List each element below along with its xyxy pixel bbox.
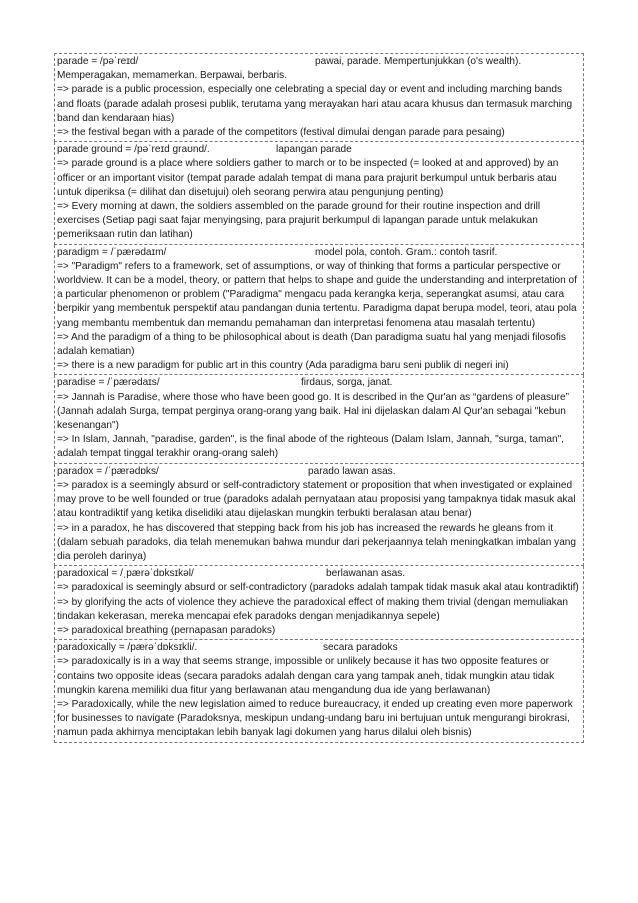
entry-headline (57, 376, 581, 390)
entry-gloss: firdaus, sorga, janat. (301, 377, 393, 389)
entry-headline (57, 143, 581, 157)
entry-paradox (54, 464, 584, 566)
entry-gloss: secara paradoks (323, 642, 398, 654)
dictionary-entries (54, 53, 584, 743)
entry-term: paradoxically = /pærəˈdɒksɪkli/. (57, 642, 198, 654)
entry-headline (57, 641, 581, 655)
entry-term: paradise = /ˈpærədaɪs/ (57, 377, 160, 389)
entry-line: => And the paradigm of a thing to be philosophical about is death (Dan paradigma suatu hal yang menjadi filosofis adalah kematian) (57, 331, 566, 358)
entry-line: => paradoxical is seemingly absurd or self-contradictory (paradoks adalah tampak tidak masuk akal atau kontradiktif) (57, 582, 579, 594)
entry-term: parade = /pəˈreɪd/ (57, 56, 139, 67)
entry-line: => paradoxical breathing (pernapasan paradoks) (57, 624, 276, 636)
entry-term: paradigm = /ˈpærədaɪm/ (57, 246, 167, 258)
entry-paradoxical (54, 566, 584, 640)
entry-paradise (54, 375, 584, 463)
entry-line: => In Islam, Jannah, "paradise, garden", is the final abode of the righteous (Dalam Islam, Jannah, "surga, taman", adalah tempat tinggal terakhir orang-orang saleh) (57, 434, 564, 460)
entry-line: => parade ground is a place where soldiers gather to march or to be inspected (= looked at and approved) by an officer or an important visitor (tempat parade adalah tempat di mana para prajurit berkumpul untuk berbaris atau untuk diperiksa (= dilihat dan disetujui) oleh seorang perwira atau pengunjung penting) (57, 158, 559, 198)
entry-line: => Every morning at dawn, the soldiers assembled on the parade ground for their routine inspection and drill exercises (Setiap pagi saat fajar menyingsing, para prajurit berkumpul di lapangan parade untuk melakukan pemeriksaan rutin dan latihan) (57, 201, 541, 241)
entry-line: => by glorifying the acts of violence they achieve the paradoxical effect of making them trivial (dengan memuliakan tindakan kekerasan, mereka mencapai efek paradoks dengan menjadikannya sepele) (57, 596, 568, 622)
entry-headline (57, 567, 581, 581)
entry-parade (54, 53, 584, 142)
entry-term: paradoxical = /ˌpærəˈdɒksɪkəl/ (57, 568, 194, 580)
entry-headline (57, 465, 581, 479)
entry-term: parade ground = /pəˈreɪd graʊnd/. (57, 144, 210, 156)
entry-headline (57, 55, 581, 69)
entry-parade-ground (54, 142, 584, 244)
entry-paradoxically (54, 640, 584, 742)
entry-gloss: model pola, contoh. Gram.: contoh tasrif. (315, 246, 498, 258)
entry-term: paradox = /ˈpærədɒks/ (57, 465, 159, 477)
entry-gloss: pawai, parade. Mempertunjukkan (o's wealth). (315, 56, 522, 67)
entry-line: => "Paradigm" refers to a framework, set of assumptions, or way of thinking that forms a particular perspective or worldview. It can be a model, theory, or pattern that helps to shape and guide the understanding and interpretation of a particular phenomenon or problem ("Paradigma" mengacu pada kerangka kerja, seperangkat asumsi, atau cara berpikir yang membentuk perspektif atau pandangan dunia tertentu. Paradigma dapat berupa model, teori, atau pola yang membantu membentuk dan memandu pemahaman dan interpretasi fenomena atau masalah tertentu) (57, 260, 577, 329)
entry-gloss: berlawanan asas. (326, 568, 406, 580)
entry-line: => Paradoxically, while the new legislation aimed to reduce bureaucracy, it ended up creating even more paperwork for businesses to navigate (Paradoksnya, meskipun undang-undang baru ini bertujuan untuk mengurangi birokrasi, namun pada akhirnya menciptakan lebih banyak lagi dokumen yang harus dilalui oleh bisnis) (57, 698, 573, 739)
entry-line: => paradoxically is in a way that seems strange, impossible or unlikely because it has two opposite features or contains two opposite ideas (secara paradoks adalah dengan cara yang tampak aneh, tidak mungkin atau tidak mungkin karena memiliki dua fitur yang berlawanan atau mengandung dua ide yang berlawanan) (57, 656, 555, 696)
entry-gloss: lapangan parade (276, 144, 352, 156)
entry-line: => there is a new paradigm for public art in this country (Ada paradigma baru seni publik di negeri ini) (57, 360, 509, 372)
entry-line: => Jannah is Paradise, where those who have been good go. It is described in the Qur'an as “gardens of pleasure” (Jannah adalah Surga, tempat perginya orang-orang yang baik. Hal ini dijelaskan dalam Al Qur'an sebagai "kebun kesenangan") (57, 391, 569, 432)
entry-line: Memperagakan, memamerkan. Berpawai, berbaris. (57, 70, 288, 82)
entry-line: => parade is a public procession, especially one celebrating a special day or event and including marching bands and floats (parade adalah prosesi publik, terutama yang merayakan hari atau acara khusus dan termasuk marching band dan kendaraan hias) (57, 84, 573, 124)
entry-line: => paradox is a seemingly absurd or self-contradictory statement or proposition that when investigated or explained may prove to be well founded or true (paradoks adalah pernyataan atau proposisi yang tampaknya tidak masuk akal atau kontradiktif yang ketika diselidiki atau dijelaskan mungkin terbukti beralasan atau benar) (57, 479, 576, 520)
entry-gloss: parado lawan asas. (308, 465, 396, 477)
entry-paradigm (54, 245, 584, 376)
entry-line: => in a paradox, he has discovered that stepping back from his job has increased the rewards he gleans from it (dalam sebuah paradoks, dia telah menemukan bahwa mundur dari pekerjaannya telah meningkatkan imbalan yang dia peroleh darinya) (57, 522, 577, 562)
entry-headline (57, 246, 581, 260)
entry-line: => the festival began with a parade of the competitors (festival dimulai dengan parade para pesaing) (57, 127, 505, 139)
